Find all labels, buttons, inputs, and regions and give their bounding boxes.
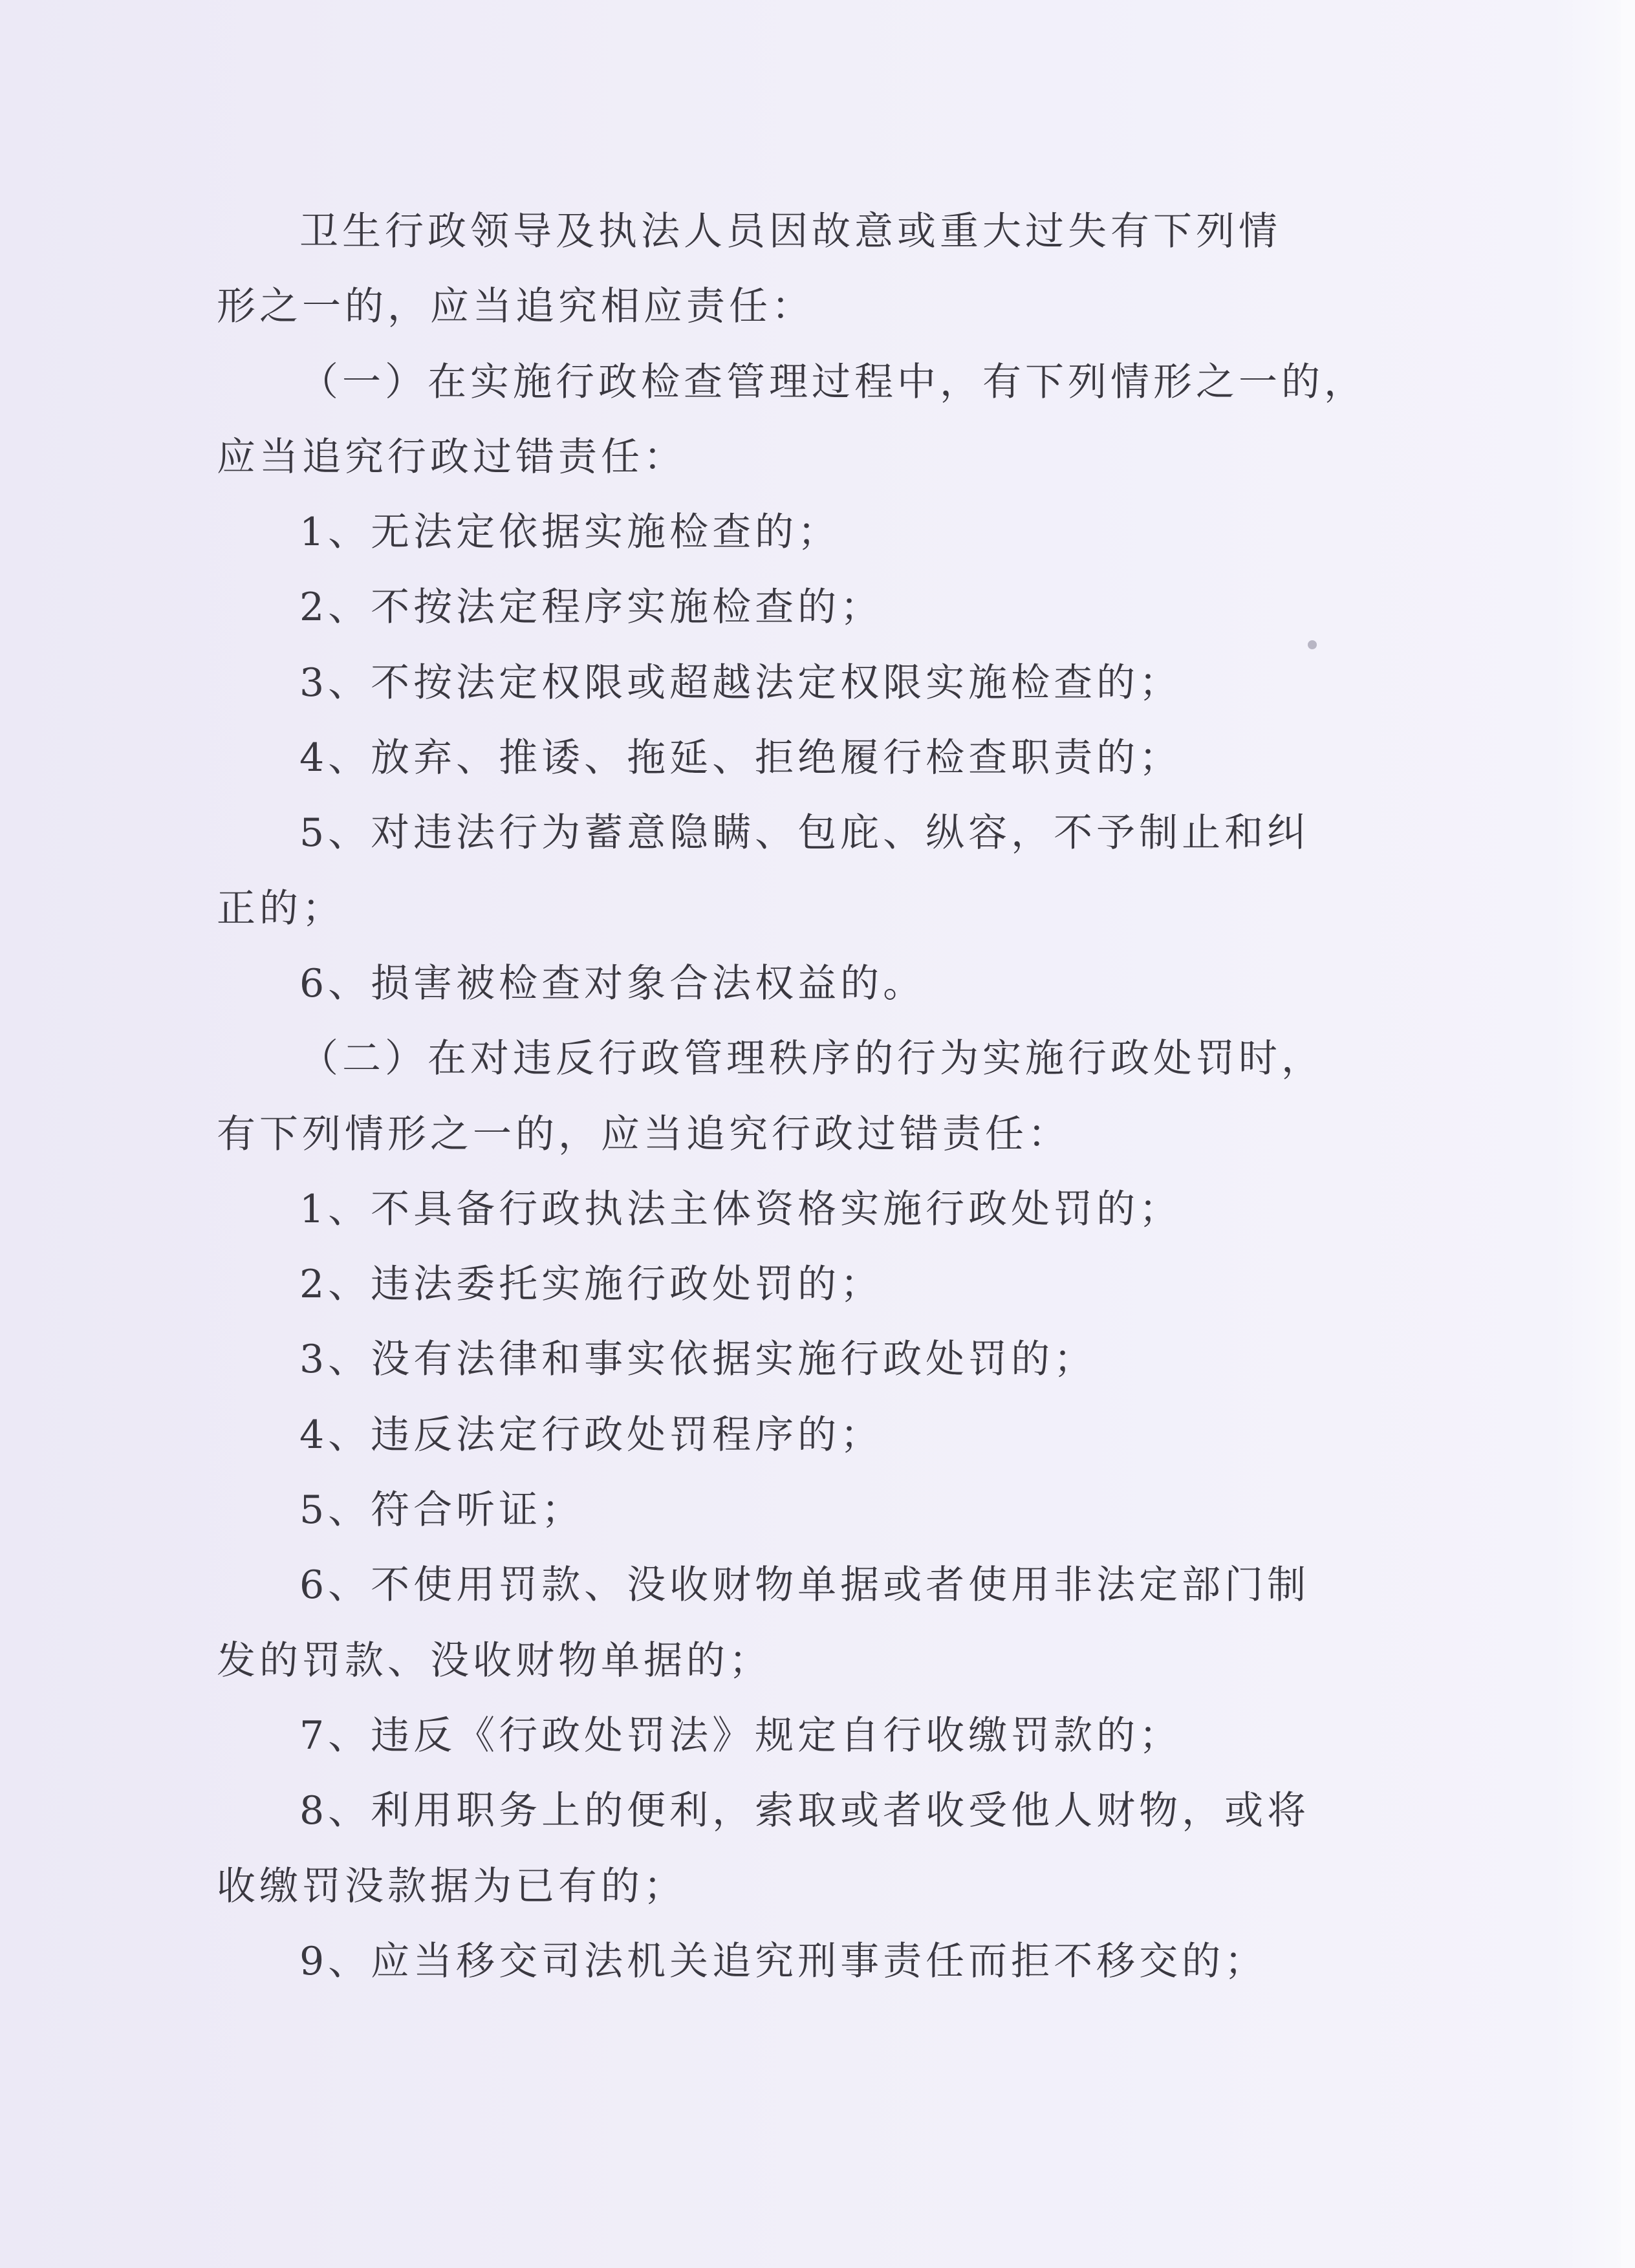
list-item-continuation: 收缴罚没款据为已有的； <box>217 1863 686 1909</box>
list-item: 5、对违法行为蓄意隐瞒、包庇、纵容，不予制止和纠 <box>299 810 1310 856</box>
list-item: 3、不按法定权限或超越法定权限实施检查的； <box>299 660 1182 706</box>
list-item: 4、违反法定行政处罚程序的； <box>299 1412 883 1458</box>
list-item: 1、不具备行政执法主体资格实施行政处罚的； <box>299 1186 1182 1232</box>
section-heading: （一）在实施行政检查管理过程中，有下列情形之一的， <box>299 359 1367 405</box>
list-item: 1、无法定依据实施检查的； <box>299 510 841 556</box>
list-item: 4、放弃、推诿、拖延、拒绝履行检查职责的； <box>299 735 1182 781</box>
paragraph-line: 有下列情形之一的，应当追究行政过错责任： <box>217 1111 1070 1157</box>
list-item: 2、违法委托实施行政处罚的； <box>299 1262 883 1308</box>
list-item: 9、应当移交司法机关追究刑事责任而拒不移交的； <box>299 1938 1268 1984</box>
paragraph-line: 应当追究行政过错责任： <box>217 434 686 480</box>
list-item: 7、违反《行政处罚法》规定自行收缴罚款的； <box>299 1712 1182 1758</box>
list-item: 6、损害被检查对象合法权益的。 <box>299 960 926 1006</box>
list-item-continuation: 正的； <box>217 885 345 931</box>
list-item: 6、不使用罚款、没收财物单据或者使用非法定部门制 <box>299 1562 1310 1608</box>
paragraph-line: 卫生行政领导及执法人员因故意或重大过失有下列情 <box>299 209 1281 254</box>
paragraph-line: 形之一的，应当追究相应责任： <box>217 284 814 330</box>
document-body <box>217 194 1367 1999</box>
section-heading: （二）在对违反行政管理秩序的行为实施行政处罚时， <box>299 1036 1324 1082</box>
list-item: 2、不按法定程序实施检查的； <box>299 585 883 631</box>
list-item: 8、利用职务上的便利，索取或者收受他人财物，或将 <box>299 1788 1310 1834</box>
list-item: 5、符合听证； <box>299 1487 585 1533</box>
list-item: 3、没有法律和事实依据实施行政处罚的； <box>299 1337 1097 1383</box>
list-item-continuation: 发的罚款、没收财物单据的； <box>217 1637 772 1683</box>
page-edge <box>1621 0 1635 2268</box>
